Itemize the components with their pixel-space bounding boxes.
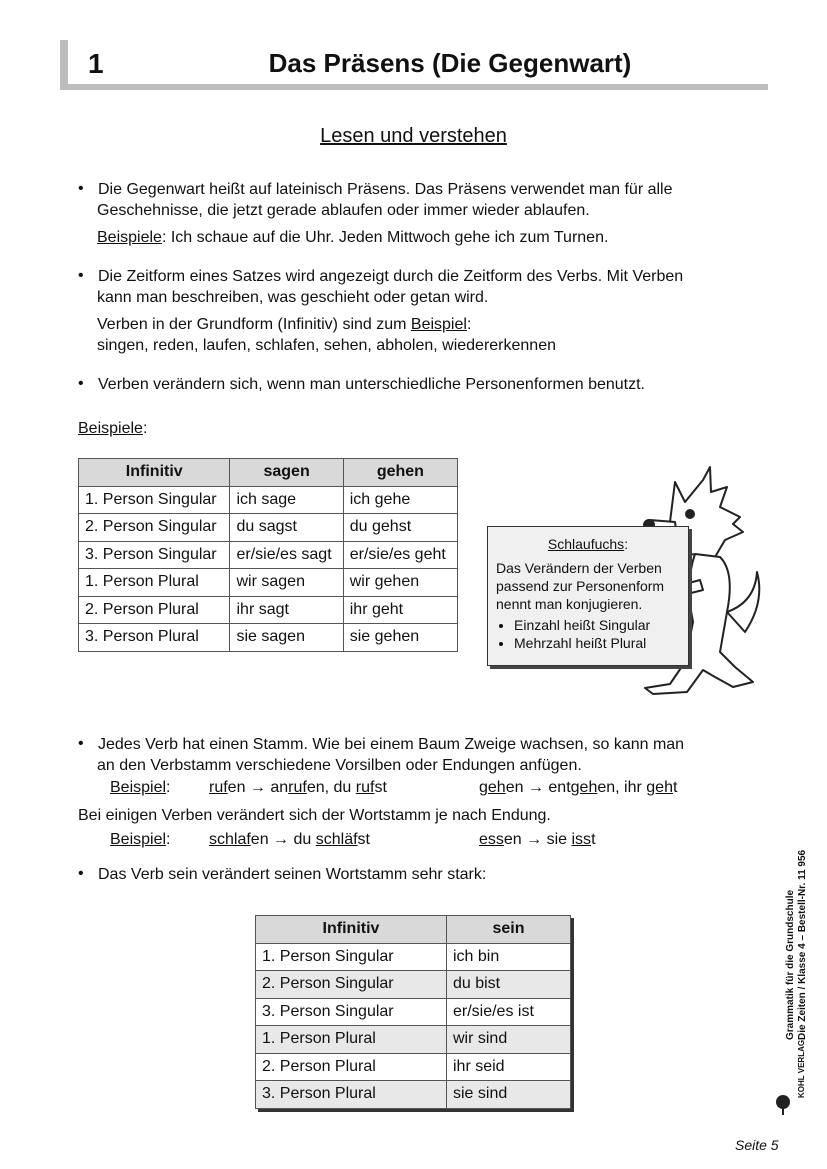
bullet-5-line-1: Das Verb sein verändert seinen Wortstamm sehr stark: bbox=[98, 866, 487, 883]
table-cell: 3. Person Plural bbox=[256, 1081, 447, 1109]
table-cell: er/sie/es geht bbox=[343, 541, 457, 569]
table-cell: sie sagen bbox=[230, 624, 343, 652]
table-row bbox=[256, 1081, 571, 1109]
info-box-list bbox=[496, 616, 688, 652]
table-row bbox=[79, 514, 458, 542]
table-cell: 3. Person Singular bbox=[256, 998, 447, 1026]
table-row bbox=[256, 971, 571, 999]
table-row bbox=[256, 1026, 571, 1054]
table-cell: wir gehen bbox=[343, 569, 457, 597]
table-cell: du gehst bbox=[343, 514, 457, 542]
example-label: Beispiel: bbox=[110, 831, 171, 848]
table-cell: 1. Person Singular bbox=[256, 943, 447, 971]
info-box-text: Das Verändern der Verben passend zur Personenform nennt man konjugieren. bbox=[496, 560, 665, 612]
stem-change-text: Bei einigen Verben verändert sich der Wortstamm je nach Endung. bbox=[78, 807, 551, 824]
example-gehen: gehen → entgehen, ihr geht bbox=[479, 779, 678, 796]
table-header: Infinitiv bbox=[256, 916, 447, 944]
schlaufuchs-info-box bbox=[487, 526, 689, 666]
table-cell: du sagst bbox=[230, 514, 343, 542]
table-header: sein bbox=[446, 916, 570, 944]
table-row bbox=[256, 998, 571, 1026]
table-cell: er/sie/es ist bbox=[446, 998, 570, 1026]
example-label: Beispiel: bbox=[110, 779, 171, 796]
table-row bbox=[79, 596, 458, 624]
table-header: sagen bbox=[230, 459, 343, 487]
table-row bbox=[79, 569, 458, 597]
table-cell: ich sage bbox=[230, 486, 343, 514]
table-cell: 1. Person Singular bbox=[79, 486, 230, 514]
example-essen: essen → sie isst bbox=[479, 831, 596, 848]
section-subtitle: Lesen und verstehen bbox=[320, 125, 507, 147]
page-title: Das Präsens (Die Gegenwart) bbox=[268, 48, 632, 78]
bullet-2-line-4: singen, reden, laufen, schlafen, sehen, abholen, wiedererkennen bbox=[97, 337, 556, 354]
table-cell: 2. Person Plural bbox=[256, 1053, 447, 1081]
chapter-number: 1 bbox=[88, 48, 104, 79]
bullet-2-line-3: Verben in der Grundform (Infinitiv) sind zum Beispiel: bbox=[97, 316, 472, 333]
conjugation-table-sagen-gehen bbox=[78, 458, 458, 652]
examples-heading: Beispiele: bbox=[78, 420, 148, 437]
bullet-2-line-2: kann man beschreiben, was geschieht oder getan wird. bbox=[97, 289, 489, 306]
table-cell: 3. Person Plural bbox=[79, 624, 230, 652]
page-number: Seite 5 bbox=[735, 1137, 779, 1153]
table-cell: 2. Person Plural bbox=[79, 596, 230, 624]
table-row bbox=[256, 943, 571, 971]
table-row bbox=[79, 624, 458, 652]
publisher-logo-icon bbox=[772, 1092, 794, 1116]
info-box-title: Schlaufuchs: bbox=[547, 536, 629, 552]
table-cell: wir sagen bbox=[230, 569, 343, 597]
table-row bbox=[256, 1053, 571, 1081]
table-cell: 1. Person Plural bbox=[79, 569, 230, 597]
bullet-1-line-2: Geschehnisse, die jetzt gerade ablaufen oder immer wieder ablaufen. bbox=[97, 202, 590, 219]
table-cell: 2. Person Singular bbox=[79, 514, 230, 542]
table-cell: ich gehe bbox=[343, 486, 457, 514]
example-rufen: rufen → anrufen, du rufst bbox=[209, 779, 387, 796]
conjugation-table-sein bbox=[255, 915, 571, 1109]
bullet-1-example: Beispiele: Ich schaue auf die Uhr. Jeden Mittwoch gehe ich zum Turnen. bbox=[97, 229, 609, 246]
bullet: • bbox=[78, 180, 84, 197]
bullet-4-line-2: an den Verbstamm verschiedene Vorsilben oder Endungen anfügen. bbox=[97, 757, 582, 774]
header-bar bbox=[60, 40, 68, 90]
table-row bbox=[79, 486, 458, 514]
table-cell: ihr seid bbox=[446, 1053, 570, 1081]
table-cell: sie sind bbox=[446, 1081, 570, 1109]
list-item: • Einzahl heißt Singular bbox=[514, 616, 688, 634]
table-cell: er/sie/es sagt bbox=[230, 541, 343, 569]
table-row bbox=[79, 541, 458, 569]
bullet-4-line-1: Jedes Verb hat einen Stamm. Wie bei einem Baum Zweige wachsen, so kann man bbox=[98, 736, 685, 753]
table-header: gehen bbox=[343, 459, 457, 487]
bullet: • bbox=[78, 865, 84, 882]
bullet-2-line-1: Die Zeitform eines Satzes wird angezeigt durch die Zeitform des Verbs. Mit Verben bbox=[98, 268, 684, 285]
table-cell: 1. Person Plural bbox=[256, 1026, 447, 1054]
table-cell: wir sind bbox=[446, 1026, 570, 1054]
series-title: Grammatik für die Grundschule bbox=[785, 889, 796, 1040]
table-cell: ihr geht bbox=[343, 596, 457, 624]
table-cell: sie gehen bbox=[343, 624, 457, 652]
table-cell: ich bin bbox=[446, 943, 570, 971]
bullet-3-line-1: Verben verändern sich, wenn man unterschiedliche Personenformen benutzt. bbox=[98, 376, 645, 393]
list-item: • Mehrzahl heißt Plural bbox=[514, 634, 688, 652]
table-cell: 2. Person Singular bbox=[256, 971, 447, 999]
publisher-name: KOHL VERLAG bbox=[797, 1039, 806, 1098]
bullet: • bbox=[78, 735, 84, 752]
table-header: Infinitiv bbox=[79, 459, 230, 487]
example-schlafen: schlafen → du schläfst bbox=[209, 831, 370, 848]
bullet: • bbox=[78, 375, 84, 392]
table-cell: 3. Person Singular bbox=[79, 541, 230, 569]
bullet: • bbox=[78, 267, 84, 284]
table-cell: ihr sagt bbox=[230, 596, 343, 624]
header-rule bbox=[60, 84, 768, 90]
bullet-1-line-1: Die Gegenwart heißt auf lateinisch Präsens. Das Präsens verwendet man für alle bbox=[98, 181, 673, 198]
order-info: Die Zeiten / Klasse 4 – Bestell-Nr. 11 956 bbox=[797, 849, 808, 1040]
table-cell: du bist bbox=[446, 971, 570, 999]
